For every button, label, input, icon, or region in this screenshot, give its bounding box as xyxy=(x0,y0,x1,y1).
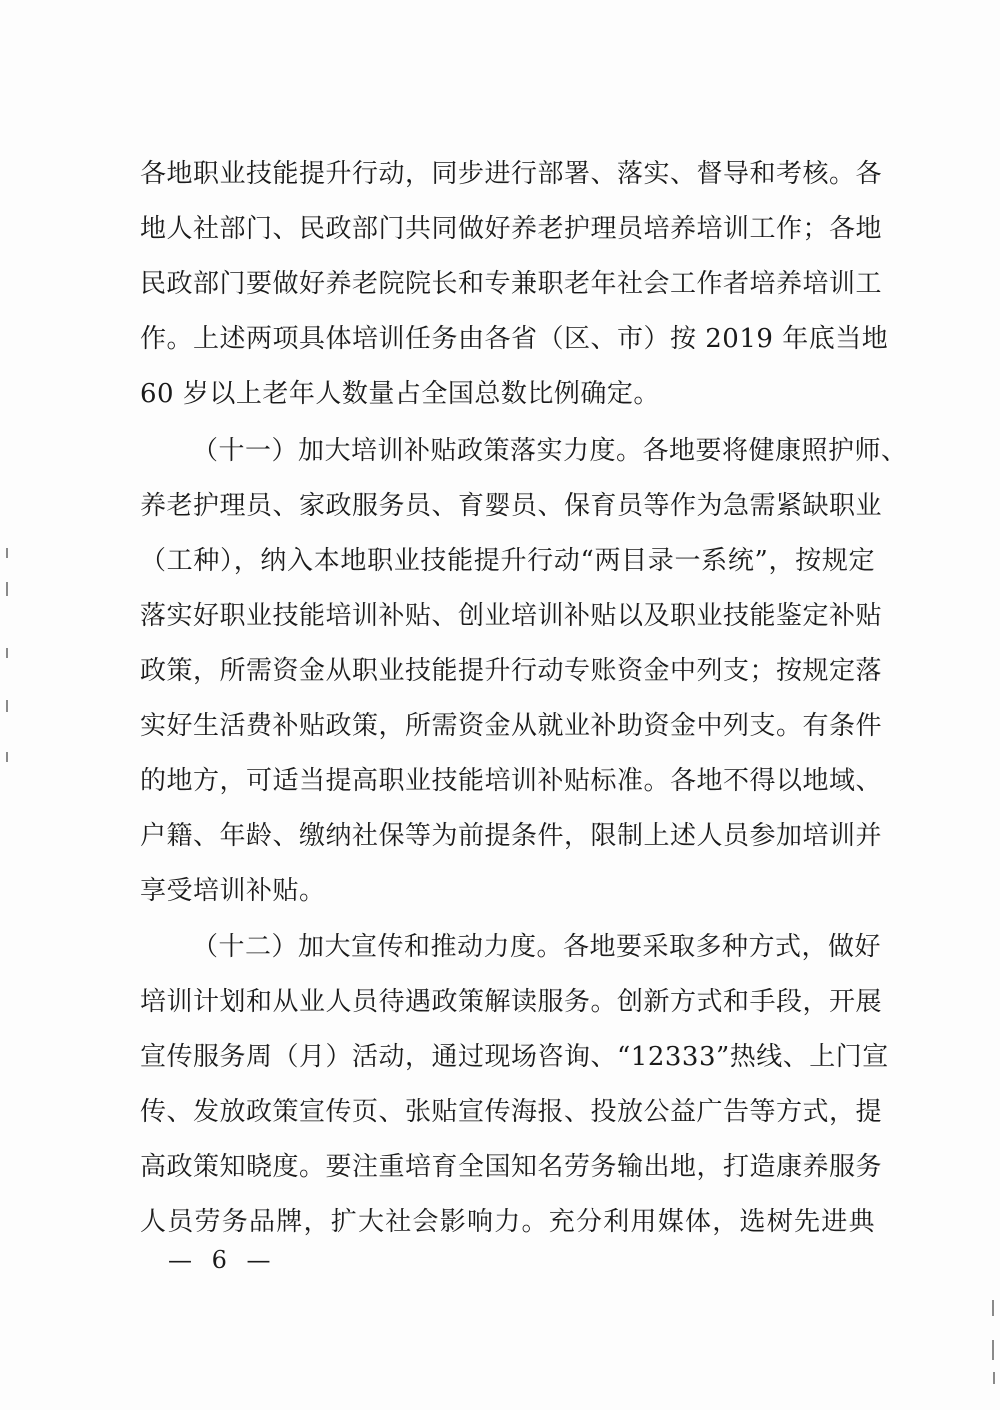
text-line-17: 宣传服务周（月）活动，通过现场咨询、“12333”热线、上门宣 xyxy=(140,1042,889,1072)
text-line-11: 实好生活费补贴政策，所需资金从就业补助资金中列支。有条件 xyxy=(140,711,883,741)
page-number: — 6 — xyxy=(168,1246,277,1274)
scan-mark xyxy=(6,648,8,658)
scan-mark xyxy=(992,1340,994,1360)
scan-mark xyxy=(6,582,8,596)
text-line-20: 人员劳务品牌，扩大社会影响力。充分利用媒体，选树先进典 xyxy=(140,1207,875,1237)
text-line-1: 各地职业技能提升行动，同步进行部署、落实、督导和考核。各 xyxy=(140,159,883,189)
scan-mark xyxy=(6,752,8,762)
text-line-8: （工种），纳入本地职业技能提升行动“两目录一系统”，按规定 xyxy=(140,546,875,576)
scan-mark xyxy=(6,548,8,558)
text-line-4: 作。上述两项具体培训任务由各省（区、市）按 2019 年底当地 xyxy=(140,324,889,354)
text-line-9: 落实好职业技能培训补贴、创业培训补贴以及职业技能鉴定补贴 xyxy=(140,601,883,631)
text-line-3: 民政部门要做好养老院院长和专兼职老年社会工作者培养培训工 xyxy=(140,269,883,299)
text-line-16: 培训计划和从业人员待遇政策解读服务。创新方式和手段，开展 xyxy=(140,987,883,1017)
section-11-heading-line: （十一）加大培训补贴政策落实力度。各地要将健康照护师、 xyxy=(192,436,908,466)
text-line-19: 高政策知晓度。要注重培育全国知名劳务输出地，打造康养服务 xyxy=(140,1152,883,1182)
scan-mark xyxy=(992,1300,994,1316)
text-line-10: 政策，所需资金从职业技能提升行动专账资金中列支；按规定落 xyxy=(140,656,883,686)
scan-mark xyxy=(993,1372,995,1384)
scan-mark xyxy=(6,700,8,712)
text-line-5: 60 岁以上老年人数量占全国总数比例确定。 xyxy=(140,379,660,409)
text-line-7: 养老护理员、家政服务员、育婴员、保育员等作为急需紧缺职业 xyxy=(140,491,883,521)
text-line-14: 享受培训补贴。 xyxy=(140,876,326,906)
text-line-12: 的地方，可适当提高职业技能培训补贴标准。各地不得以地域、 xyxy=(140,766,883,796)
text-line-18: 传、发放政策宣传页、张贴宣传海报、投放公益广告等方式，提 xyxy=(140,1097,883,1127)
text-line-13: 户籍、年龄、缴纳社保等为前提条件，限制上述人员参加培训并 xyxy=(140,821,883,851)
text-line-2: 地人社部门、民政部门共同做好养老护理员培养培训工作；各地 xyxy=(140,214,883,244)
section-12-heading-line: （十二）加大宣传和推动力度。各地要采取多种方式，做好 xyxy=(192,932,882,962)
